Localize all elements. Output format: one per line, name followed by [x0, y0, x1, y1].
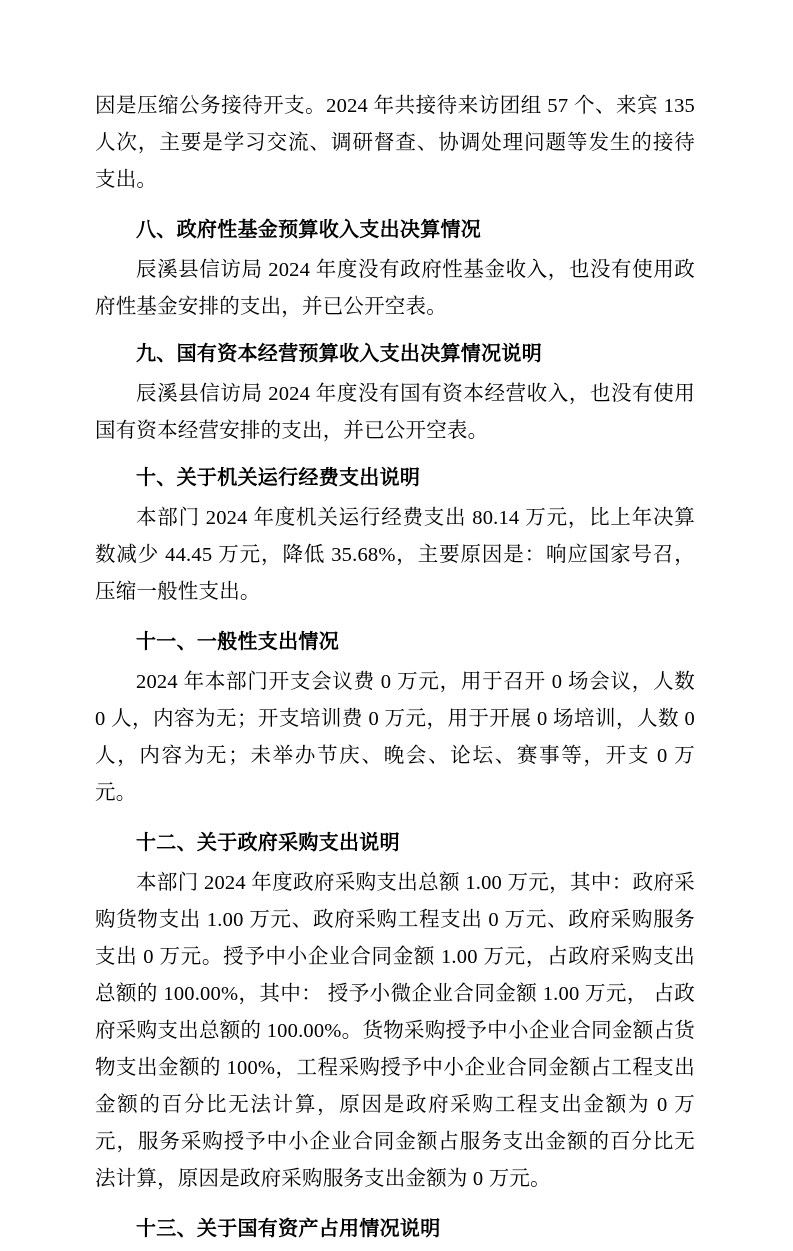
heading-section-nine: 九、国有资本经营预算收入支出决算情况说明 [136, 343, 542, 365]
spacer [95, 813, 695, 819]
spacer [95, 1199, 695, 1205]
heading-section-ten: 十、关于机关运行经费支出说明 [136, 467, 421, 489]
paragraph-section-ten: 本部门 2024 年度机关运行经费支出 80.14 万元，比上年决算数减少 44.45 万元，降低 35.68%，主要原因是：响应国家号召，压缩一般性支出。 [95, 507, 695, 603]
spacer [95, 612, 695, 618]
spacer [95, 451, 695, 454]
heading-section-twelve: 十二、关于政府采购支出说明 [136, 832, 400, 854]
paragraph-section-nine: 辰溪县信访局 2024 年度没有国有资本经营收入，也没有使用国有资本经营安排的支出，并已公开空表。 [95, 383, 695, 442]
document-body [95, 88, 695, 1251]
paragraph-section-eight: 辰溪县信访局 2024 年度没有政府性基金收入，也没有使用政府性基金安排的支出，并已公开空表。 [95, 259, 695, 318]
spacer [95, 327, 695, 330]
heading-section-thirteen: 十三、关于国有资产占用情况说明 [136, 1218, 441, 1240]
paragraph-section-eleven: 2024 年本部门开支会议费 0 万元，用于召开 0 场会议，人数 0 人，内容为无；开支培训费 0 万元，用于开展 0 场培训，人数 0 人，内容为无；未举办节庆、晚会、论坛、赛事等，开支 0 万元。 [95, 671, 695, 804]
paragraph-section-twelve: 本部门 2024 年度政府采购支出总额 1.00 万元，其中：政府采购货物支出 1.00 万元、政府采购工程支出 0 万元、政府采购服务支出 0 万元。授予中小企业合同金额 1.00 万元，占政府采购支出总额的 100.00%，其中： 授予小微企业合同金额 1.00 万元， 占政府采购支出总额的 100.00%。货物采购授予中小企业合同金额占货物支出金额的 100%，工程采购授予中小企业合同金额占工程支出金额的百分比无法计算，原因是政府采购工程支出金额为 0 万元，服务采购授予中小企业合同金额占服务支出金额的百分比无法计算，原因是政府采购服务支出金额为 0 万元。 [95, 872, 695, 1190]
spacer [95, 200, 695, 206]
paragraph-hospitality-expense: 因是压缩公务接待开支。2024 年共接待来访团组 57 个、来宾 135 人次，主要是学习交流、调研督查、协调处理问题等发生的接待支出。 [95, 95, 695, 191]
heading-section-eleven: 十一、一般性支出情况 [136, 631, 339, 653]
heading-section-eight: 八、政府性基金预算收入支出决算情况 [136, 219, 482, 241]
